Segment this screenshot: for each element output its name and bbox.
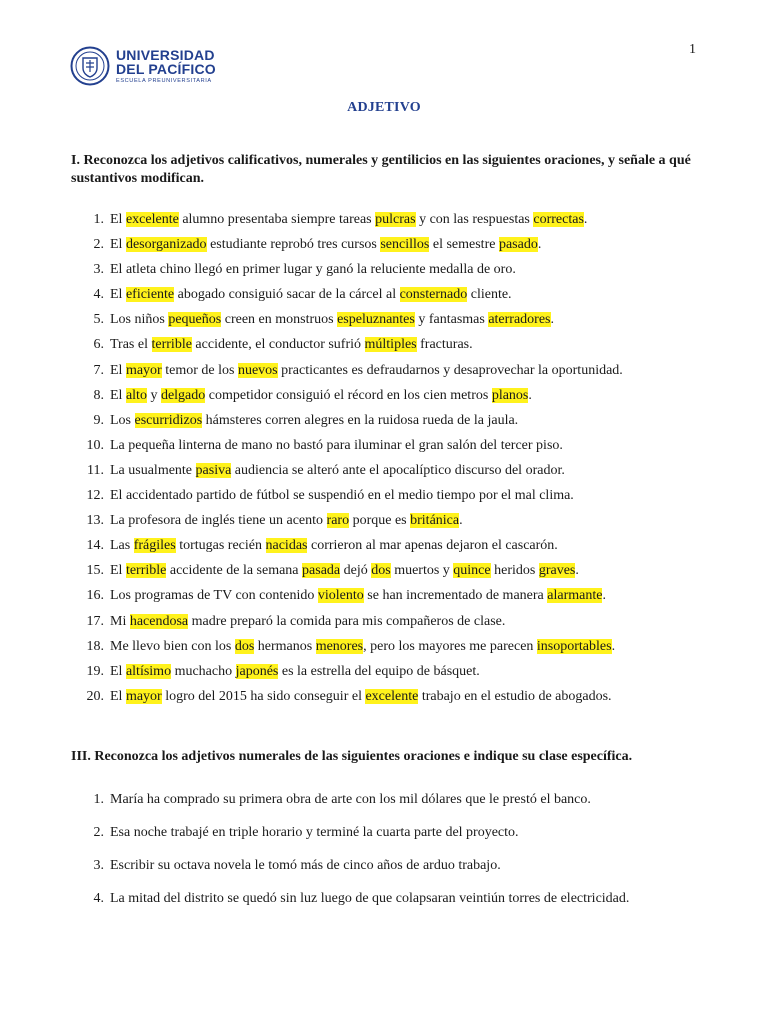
list-item [0, 486, 768, 511]
sentence-text: Los programas de TV con contenido [110, 588, 318, 604]
highlighted-adjective: pequeños [168, 312, 222, 328]
highlighted-adjective: alto [125, 387, 147, 403]
list-item-number: 5. [93, 312, 104, 328]
list-item [0, 536, 768, 561]
list-item-row [0, 687, 768, 707]
sentence-text: Las [110, 538, 134, 554]
list-item-row [0, 612, 768, 632]
highlighted-adjective: pasada [302, 563, 341, 579]
list-item-text [110, 536, 768, 556]
highlighted-adjective: delgado [160, 387, 206, 403]
list-item [0, 889, 768, 922]
sentence-text: cliente. [467, 287, 512, 303]
sentence-text: Tras el [110, 337, 152, 353]
sentence-text: La mitad del distrito se quedó sin luz luego de que colapsaran veintiún torres de electricidad. [110, 891, 630, 906]
sentence-text: temor de los [161, 362, 238, 378]
sentence-text: Esa noche trabajé en triple horario y terminé la cuarta parte del proyecto. [110, 825, 519, 840]
sentence-text: competidor consiguió el récord en los cien metros [205, 387, 492, 403]
highlighted-adjective: violento [317, 588, 364, 604]
highlighted-adjective: espeluznantes [337, 312, 415, 328]
list-item [0, 285, 768, 310]
list-item-number: 20. [86, 688, 104, 704]
list-item-number: 7. [93, 362, 104, 378]
sentence-text: muchacho [171, 663, 236, 679]
sentence-text: y fantasmas [414, 312, 489, 328]
list-item-text [110, 511, 768, 531]
sentence-text: La profesora de inglés tiene un acento [110, 513, 327, 529]
list-item-text [110, 335, 768, 355]
list-item [0, 637, 768, 662]
list-item [0, 586, 768, 611]
page-title: ADJETIVO [347, 100, 421, 115]
list-item-row [0, 361, 768, 381]
highlighted-adjective: británica [410, 513, 460, 529]
highlighted-adjective: frágiles [133, 538, 176, 554]
list-item [0, 856, 768, 889]
section-1-list [0, 210, 768, 712]
list-item-number: 12. [86, 488, 104, 504]
highlighted-adjective: dos [371, 563, 391, 579]
list-item-number: 14. [86, 538, 104, 554]
list-item-row [0, 436, 768, 456]
sentence-text: el semestre [429, 237, 499, 253]
list-item-number: 4. [93, 891, 104, 906]
highlighted-adjective: altísimo [125, 663, 172, 679]
list-item-row [0, 486, 768, 506]
sentence-text: El accidentado partido de fútbol se suspendió en el medio tiempo por el mal clima. [110, 488, 574, 504]
sentence-text: muertos y [390, 563, 454, 579]
university-seal-icon [70, 46, 110, 86]
list-item-text [110, 310, 768, 330]
highlighted-adjective: alarmante [547, 588, 603, 604]
sentence-text: La pequeña linterna de mano no bastó para iluminar el gran salón del tercer piso. [110, 437, 563, 453]
sentence-text: y [146, 387, 161, 403]
list-item-text [110, 285, 768, 305]
highlighted-adjective: mayor [125, 362, 162, 378]
university-logo [70, 46, 216, 86]
list-item [0, 823, 768, 856]
sentence-text: El [110, 387, 126, 403]
sentence-text: . [611, 638, 616, 654]
sentence-text: abogado consiguió sacar de la cárcel al [174, 287, 400, 303]
list-item-text [110, 612, 768, 632]
list-item-number: 11. [87, 462, 104, 478]
highlighted-adjective: pulcras [375, 212, 416, 227]
list-item [0, 260, 768, 285]
list-item [0, 561, 768, 586]
sentence-text: . [550, 312, 555, 328]
list-item-row [0, 210, 768, 230]
highlighted-adjective: graves [538, 563, 576, 579]
list-item [0, 235, 768, 260]
sentence-text: El [110, 663, 126, 679]
list-item-row [0, 260, 768, 280]
list-item-text [110, 586, 768, 606]
sentence-text: El [110, 212, 126, 227]
list-item-row [0, 790, 768, 810]
sentence-text: Escribir su octava novela le tomó más de cinco años de arduo trabajo. [110, 858, 501, 873]
list-item-row [0, 561, 768, 581]
sentence-text: . [537, 237, 542, 253]
list-item-row [0, 586, 768, 606]
logo-line-2: DEL PACÍFICO [116, 60, 216, 77]
section-1-heading: I. Reconozca los adjetivos calificativos, numerales y gentilicios en las siguientes oraciones, y señale a qué sustantivos modifican. [71, 153, 691, 186]
list-item-number: 6. [93, 337, 104, 353]
list-item [0, 411, 768, 436]
list-item-row [0, 856, 768, 876]
highlighted-adjective: correctas [533, 212, 584, 227]
sentence-text: heridos [490, 563, 539, 579]
list-item-text [110, 235, 768, 255]
logo-line-3: ESCUELA PREUNIVERSITARIA [116, 77, 212, 84]
list-item-number: 9. [93, 412, 104, 428]
sentence-text: estudiante reprobó tres cursos [206, 237, 381, 253]
highlighted-adjective: quince [453, 563, 491, 579]
list-item-number: 3. [93, 262, 104, 278]
list-item-text [110, 386, 768, 406]
list-item [0, 386, 768, 411]
list-item-text [110, 486, 768, 506]
list-item [0, 687, 768, 712]
list-item-row [0, 335, 768, 355]
list-item-row [0, 461, 768, 481]
sentence-text: dejó [340, 563, 372, 579]
highlighted-adjective: escurridizos [134, 412, 203, 428]
sentence-text: madre preparó la comida para mis compañeros de clase. [188, 613, 506, 629]
list-item-row [0, 235, 768, 255]
highlighted-adjective: nuevos [237, 362, 278, 378]
list-item-number: 2. [93, 237, 104, 253]
list-item [0, 335, 768, 360]
list-item-text [110, 856, 768, 876]
list-item-text [110, 561, 768, 581]
highlighted-adjective: raro [326, 513, 350, 529]
list-item-text [110, 889, 768, 909]
list-item [0, 511, 768, 536]
list-item [0, 436, 768, 461]
sentence-text: logro del 2015 ha sido conseguir el [161, 688, 366, 704]
sentence-text: hámsteres corren alegres en la ruidosa rueda de la jaula. [202, 412, 519, 428]
list-item-row [0, 536, 768, 556]
highlighted-adjective: aterradores [488, 312, 551, 328]
sentence-text: La usualmente [110, 462, 196, 478]
list-item-number: 1. [93, 792, 104, 807]
sentence-text: trabajo en el estudio de abogados. [418, 688, 612, 704]
list-item-number: 17. [86, 613, 104, 629]
list-item-number: 18. [86, 638, 104, 654]
list-item-number: 1. [93, 212, 104, 227]
list-item-number: 19. [86, 663, 104, 679]
list-item-number: 16. [86, 588, 104, 604]
highlighted-adjective: japonés [235, 663, 279, 679]
list-item-row [0, 285, 768, 305]
sentence-text: porque es [349, 513, 411, 529]
list-item-number: 4. [93, 287, 104, 303]
list-item [0, 790, 768, 823]
list-item-text [110, 461, 768, 481]
list-item-row [0, 662, 768, 682]
list-item-number: 10. [86, 437, 104, 453]
list-item-number: 8. [93, 387, 104, 403]
sentence-text: corrieron al mar apenas dejaron el cascarón. [307, 538, 558, 554]
list-item-text [110, 790, 768, 810]
sentence-text: . [575, 563, 579, 579]
list-item-text [110, 436, 768, 456]
highlighted-adjective: terrible [125, 563, 167, 579]
list-item-row [0, 511, 768, 531]
sentence-text: alumno presentaba siempre tareas [178, 212, 376, 227]
highlighted-adjective: consternado [399, 287, 468, 303]
list-item [0, 210, 768, 235]
highlighted-adjective: terrible [151, 337, 192, 353]
list-item-text [110, 260, 768, 280]
highlighted-adjective: múltiples [364, 337, 417, 353]
highlighted-adjective: hacendosa [129, 613, 189, 629]
sentence-text: El [110, 688, 126, 704]
logo-wordmark [116, 48, 216, 85]
sentence-text: El [110, 362, 126, 378]
sentence-text: . [602, 588, 606, 604]
list-item-number: 2. [93, 825, 104, 840]
list-item-text [110, 823, 768, 843]
section-3-heading: III. Reconozca los adjetivos numerales de las siguientes oraciones e indique su clase específica. [71, 749, 633, 764]
list-item [0, 612, 768, 637]
list-item-row [0, 823, 768, 843]
section-3-list [0, 790, 768, 922]
sentence-text: y con las respuestas [415, 212, 534, 227]
list-item [0, 361, 768, 386]
sentence-text: El [110, 287, 126, 303]
page-number: 1 [689, 42, 696, 57]
logo-line-1: UNIVERSIDAD [116, 46, 215, 63]
highlighted-adjective: excelente [365, 688, 419, 704]
sentence-text: Los [110, 412, 135, 428]
highlighted-adjective: dos [234, 638, 255, 654]
list-item-text [110, 687, 768, 707]
list-item-text [110, 637, 768, 657]
sentence-text: María ha comprado su primera obra de arte con los mil dólares que le prestó el banco. [110, 792, 591, 807]
sentence-text: Mi [110, 613, 130, 629]
sentence-text: audiencia se alteró ante el apocalíptico discurso del orador. [231, 462, 565, 478]
list-item-number: 13. [86, 513, 104, 529]
list-item-text [110, 411, 768, 431]
list-item-row [0, 889, 768, 909]
highlighted-adjective: sencillos [380, 237, 430, 253]
list-item-number: 15. [86, 563, 104, 579]
sentence-text: El [110, 563, 126, 579]
list-item-text [110, 210, 768, 230]
list-item [0, 461, 768, 486]
list-item-number: 3. [93, 858, 104, 873]
sentence-text: , pero los mayores me parecen [363, 638, 537, 654]
highlighted-adjective: insoportables [536, 638, 612, 654]
sentence-text: . [528, 387, 532, 403]
sentence-text: Me llevo bien con los [110, 638, 235, 654]
highlighted-adjective: nacidas [265, 538, 308, 554]
highlighted-adjective: eficiente [125, 287, 175, 303]
highlighted-adjective: excelente [125, 212, 179, 227]
sentence-text: tortugas recién [175, 538, 266, 554]
sentence-text: creen en monstruos [221, 312, 338, 328]
list-item [0, 662, 768, 687]
sentence-text: hermanos [254, 638, 316, 654]
highlighted-adjective: desorganizado [125, 237, 207, 253]
list-item-text [110, 662, 768, 682]
list-item-row [0, 637, 768, 657]
highlighted-adjective: menores [315, 638, 364, 654]
list-item-row [0, 310, 768, 330]
sentence-text: fracturas. [416, 337, 473, 353]
sentence-text: es la estrella del equipo de básquet. [278, 663, 480, 679]
highlighted-adjective: pasado [498, 237, 538, 253]
sentence-text: El atleta chino llegó en primer lugar y ganó la reluciente medalla de oro. [110, 262, 516, 278]
highlighted-adjective: planos [491, 387, 529, 403]
sentence-text: accidente de la semana [166, 563, 303, 579]
list-item-text [110, 361, 768, 381]
sentence-text: El [110, 237, 126, 253]
sentence-text: accidente, el conductor sufrió [191, 337, 365, 353]
highlighted-adjective: mayor [125, 688, 162, 704]
sentence-text: . [459, 513, 463, 529]
sentence-text: Los niños [110, 312, 169, 328]
highlighted-adjective: pasiva [195, 462, 232, 478]
list-item-row [0, 411, 768, 431]
sentence-text: . [583, 212, 588, 227]
sentence-text: se han incrementado de manera [363, 588, 548, 604]
sentence-text: practicantes es defraudarnos y desaprovechar la oportunidad. [277, 362, 623, 378]
list-item-row [0, 386, 768, 406]
list-item [0, 310, 768, 335]
